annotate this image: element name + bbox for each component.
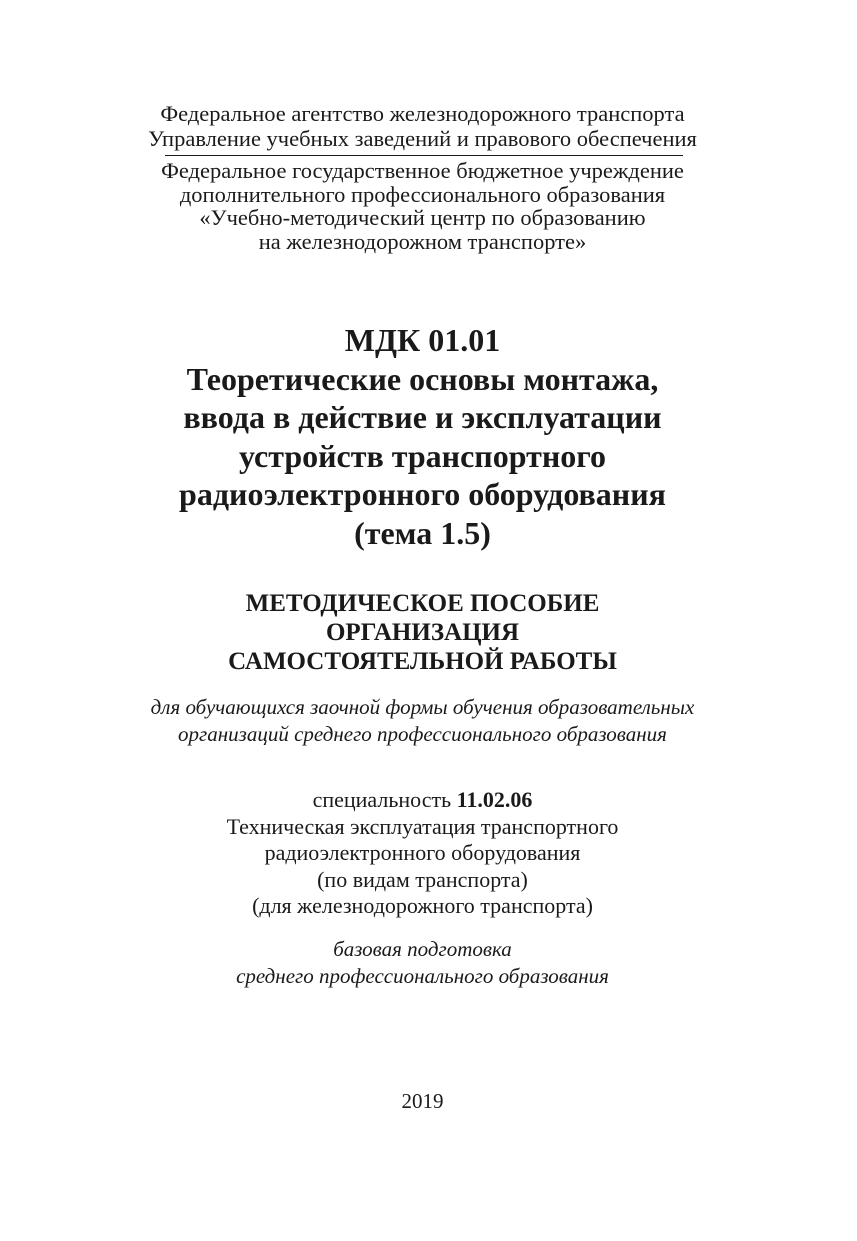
header-divider (165, 155, 683, 156)
year-text: 2019 (401, 1089, 444, 1113)
target-audience (0, 694, 845, 747)
specialty-line: (для железнодорожного транспорта) (252, 893, 593, 918)
audience-line: организаций среднего профессионального образования (178, 721, 667, 746)
specialty-label: специальность (312, 787, 452, 812)
agency-header (0, 101, 845, 151)
publication-year (0, 1088, 845, 1114)
institution-header (0, 159, 845, 253)
course-code: МДК 01.01 (344, 322, 501, 358)
level-line: базовая подготовка (333, 937, 512, 961)
agency-name: Федеральное агентство железнодорожного транспорта (160, 101, 685, 126)
title-line: устройств транспортного (238, 437, 606, 474)
level-line: среднего профессионального образования (236, 964, 609, 988)
institution-line: Федеральное государственное бюджетное учреждение (161, 158, 684, 183)
topic-number: (тема 1.5) (354, 514, 491, 551)
subtitle-line: МЕТОДИЧЕСКОЕ ПОСОБИЕ (245, 590, 600, 617)
specialty-heading (0, 787, 845, 814)
specialty-line: (по видам транспорта) (317, 866, 528, 892)
agency-department: Управление учебных заведений и правового обеспечения (148, 126, 697, 151)
audience-line: для обучающихся заочной формы обучения образовательных (150, 695, 695, 719)
institution-line: «Учебно-методический центр по образованию (199, 205, 646, 230)
title-line: ввода в действие и эксплуатации (183, 399, 662, 435)
document-subtitle (0, 589, 845, 676)
training-level (0, 936, 845, 990)
institution-line: на железнодорожном транспорте» (258, 228, 587, 254)
title-line: радиоэлектронного оборудования (179, 476, 666, 512)
specialty-line: Техническая эксплуатация транспортного (226, 813, 619, 839)
specialty-code: 11.02.06 (456, 787, 533, 812)
document-title (0, 321, 845, 552)
specialty-block (0, 787, 845, 920)
specialty-line: радиоэлектронного оборудования (264, 840, 581, 865)
subtitle-line: ОРГАНИЗАЦИЯ (325, 619, 520, 646)
institution-line: дополнительного профессионального образования (179, 181, 666, 207)
title-line: Теоретические основы монтажа, (186, 360, 659, 397)
subtitle-line: САМОСТОЯТЕЛЬНОЙ РАБОТЫ (228, 648, 617, 675)
